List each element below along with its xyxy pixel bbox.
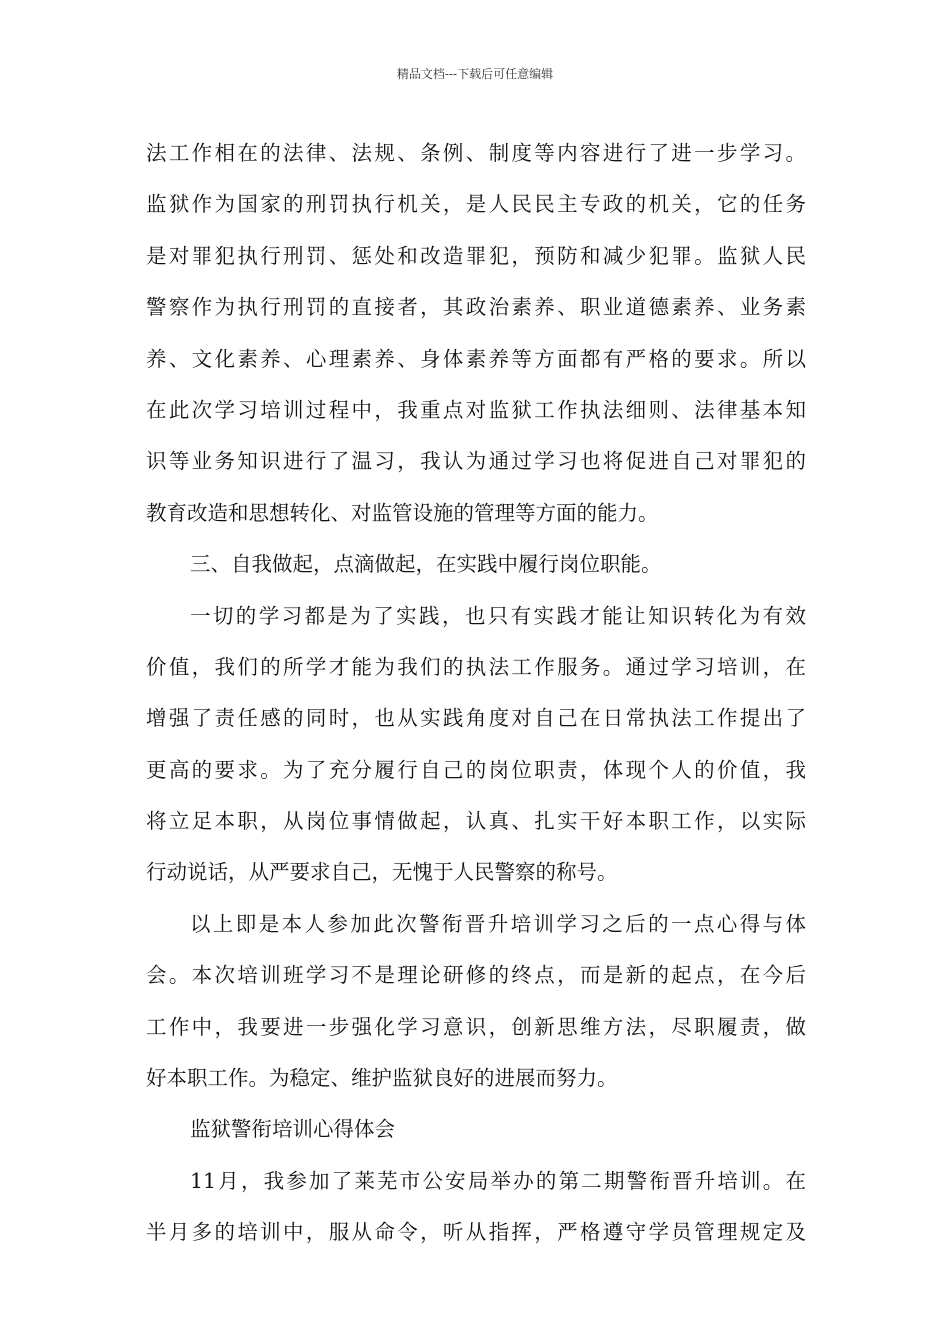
text-line: 教育改造和思想转化、对监管设施的管理等方面的能力。 bbox=[146, 500, 659, 525]
text-line: 警察作为执行刑罚的直接者，其政治素养、职业道德素养、业务素 bbox=[146, 295, 806, 320]
text-line: 是对罪犯执行刑罚、惩处和改造罪犯，预防和减少犯罪。监狱人民 bbox=[146, 243, 806, 268]
text-line: 价值，我们的所学才能为我们的执法工作服务。通过学习培训，在 bbox=[146, 654, 806, 679]
page-header: 精品文档---下载后可任意编辑 bbox=[396, 67, 554, 81]
text-line: 行动说话，从严要求自己，无愧于人民警察的称号。 bbox=[146, 860, 618, 885]
text-line: 监狱作为国家的刑罚执行机关，是人民民主专政的机关，它的任务 bbox=[146, 192, 806, 217]
article-title: 监狱警衔培训心得体会 bbox=[190, 1117, 395, 1142]
text-line: 在此次学习培训过程中，我重点对监狱工作执法细则、法律基本知 bbox=[146, 397, 806, 422]
text-line: 一切的学习都是为了实践，也只有实践才能让知识转化为有效 bbox=[190, 603, 806, 628]
section-heading: 三、自我做起，点滴做起，在实践中履行岗位职能。 bbox=[190, 552, 662, 577]
text-line: 11月，我参加了莱芜市公安局举办的第二期警衔晋升培训。在 bbox=[190, 1168, 806, 1193]
text-line: 好本职工作。为稳定、维护监狱良好的进展而努力。 bbox=[146, 1066, 618, 1091]
text-line: 养、文化素养、心理素养、身体素养等方面都有严格的要求。所以 bbox=[146, 346, 806, 371]
text-line: 识等业务知识进行了温习，我认为通过学习也将促进自己对罪犯的 bbox=[146, 449, 806, 474]
document-body bbox=[146, 128, 806, 1259]
text-line: 法工作相在的法律、法规、条例、制度等内容进行了进一步学习。 bbox=[146, 141, 806, 165]
text-line: 半月多的培训中，服从命令，听从指挥，严格遵守学员管理规定及 bbox=[146, 1220, 806, 1245]
text-line: 以上即是本人参加此次警衔晋升培训学习之后的一点心得与体 bbox=[190, 911, 806, 936]
text-line: 增强了责任感的同时，也从实践角度对自己在日常执法工作提出了 bbox=[146, 706, 806, 731]
text-line: 工作中，我要进一步强化学习意识，创新思维方法，尽职履责，做 bbox=[146, 1014, 806, 1039]
text-line: 将立足本职，从岗位事情做起，认真、扎实干好本职工作，以实际 bbox=[146, 809, 806, 834]
text-line: 更高的要求。为了充分履行自己的岗位职责，体现个人的价值，我 bbox=[146, 757, 806, 782]
text-line: 会。本次培训班学习不是理论研修的终点，而是新的起点，在今后 bbox=[146, 963, 806, 988]
